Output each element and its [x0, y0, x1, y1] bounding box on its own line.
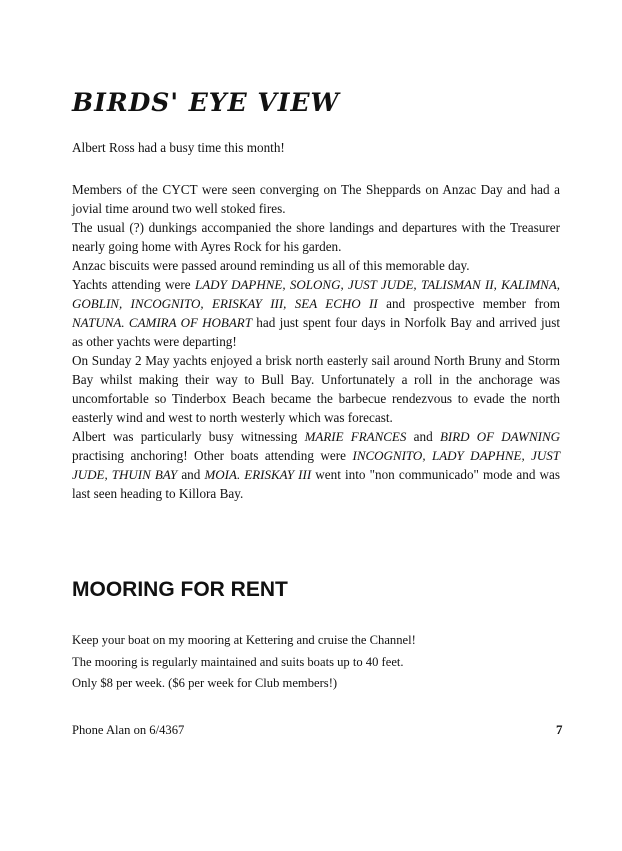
yacht-natuna: NATUNA. [72, 315, 125, 330]
albert-witnessing-text: Albert was particularly busy witnessing [72, 429, 298, 444]
mooring-line-1: Keep your boat on my mooring at Kettering and cruise the Channel! [72, 633, 416, 647]
mooring-line-3: Only $8 per week. ($6 per week for Club members!) [72, 676, 338, 690]
killora-bay-text: went into "non communicado" mode and was last seen heading to Killora Bay. [72, 467, 561, 501]
mooring-for-rent-title: MOORING FOR RENT [72, 578, 288, 601]
yacht-names-list-2: INCOGNITO, LADY DAPHNE, JUST JUDE, THUIN BAY [72, 448, 561, 482]
sunday-cruise-paragraph [72, 351, 560, 503]
other-boats-text: practising anchoring! Other boats attending were [72, 448, 347, 463]
yacht-bird-of-dawning: BIRD OF DAWNING [439, 429, 561, 444]
yacht-camira: CAMIRA OF HOBART [128, 315, 252, 330]
mooring-ad [72, 630, 552, 695]
anzac-day-paragraph [72, 180, 560, 351]
yacht-marie-frances: MARIE FRANCES [304, 429, 407, 444]
anchoring-text [72, 427, 560, 503]
birds-eye-view-title: BIRDS' EYE VIEW [72, 88, 340, 117]
anzac-line-1: Members of the CYCT were seen converging on The Sheppards on Anzac Day and had a jovial time around two well stoked fires. [72, 182, 560, 216]
anzac-line-4 [72, 275, 560, 351]
prospective-member-text: and prospective member from [386, 296, 560, 311]
yacht-moia: MOIA. [204, 467, 241, 482]
norfolk-bay-text: had just spent four days in Norfolk Bay and arrived just as other yachts were departing! [72, 315, 561, 349]
yacht-eriskay: ERISKAY III [244, 467, 312, 482]
mooring-line-2: The mooring is regularly maintained and suits boats up to 40 feet. [72, 654, 404, 669]
anzac-line-2: The usual (?) dunkings accompanied the shore landings and departures with the Treasurer nearly going home with Ayres Rock for his garden. [72, 220, 560, 254]
intro-paragraph: Albert Ross had a busy time this month! [72, 140, 285, 155]
anzac-line-3: Anzac biscuits were passed around reminding us all of this memorable day. [72, 258, 470, 273]
yachts-attending-text: Yachts attending were [72, 277, 191, 292]
and-text: and [413, 429, 433, 444]
sunday-cruise-text: On Sunday 2 May yachts enjoyed a brisk north easterly sail around North Bruny and Storm Bay whilst making their way to Bull Bay. Unfortunately a roll in the anchorage was uncomfortable so Tinderbox Beach became the barbecue rendezvous to evade the north easterly wind and west to north westerly which was forecast. [72, 353, 560, 425]
yacht-names-list: LADY DAPHNE, SOLONG, JUST JUDE, TALISMAN II, KALIMNA, GOBLIN, INCOGNITO, ERISKAY III, SEA ECHO II [72, 277, 561, 311]
and-text-2: and [181, 467, 201, 482]
page-number: 7 [556, 722, 563, 737]
phone-contact: Phone Alan on 6/4367 [72, 723, 185, 737]
